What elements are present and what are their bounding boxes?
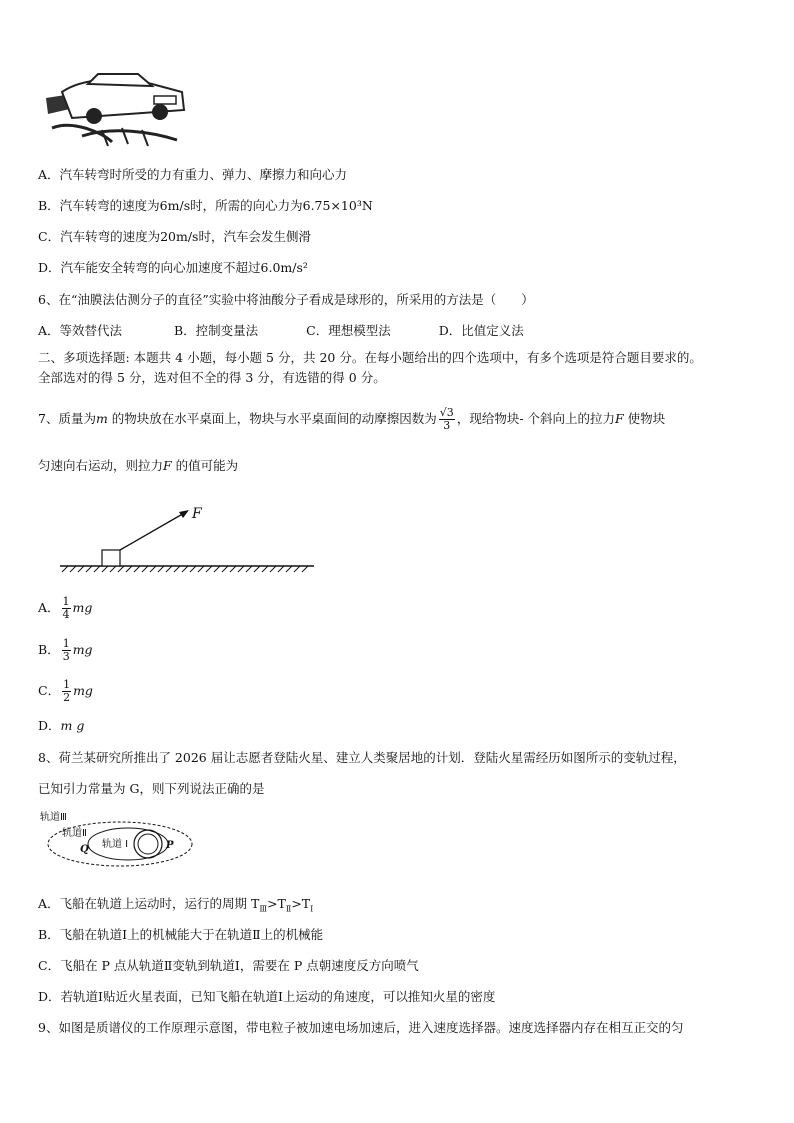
q7-option-a: A． $\frac{1}{4}$ mg bbox=[38, 595, 93, 621]
q8-option-c: C．飞船在 P 点从轨道Ⅱ变轨到轨道Ⅰ，需要在 P 点朝速度反方向喷气 bbox=[38, 958, 419, 973]
q8-option-b: B．飞船在轨道Ⅰ上的机械能大于在轨道Ⅱ上的机械能 bbox=[38, 927, 324, 942]
section2-line1: 二、多项选择题: 本题共 4 小题，每小题 5 分，共 20 分。在每小题给出的四个选项中，有多个选项是符合题目要求的。 bbox=[38, 350, 702, 365]
svg-text:P: P bbox=[166, 840, 174, 851]
var-F: F bbox=[615, 411, 624, 426]
force-label: F bbox=[192, 506, 202, 522]
q8-option-d: D．若轨道Ⅰ贴近火星表面，已知飞船在轨道Ⅰ上运动的角速度，可以推知火星的密度 bbox=[38, 989, 496, 1004]
block-force-figure bbox=[58, 500, 318, 580]
q6-stem: 6、在“油膜法估测分子的直径”实验中将油酸分子看成是球形的，所采用的方法是（ ） bbox=[38, 292, 534, 307]
q7-option-d: D．m g bbox=[38, 718, 85, 733]
var-m: m bbox=[95, 411, 108, 426]
svg-text:轨道Ⅲ: 轨道Ⅲ bbox=[40, 812, 67, 823]
svg-text:Q: Q bbox=[80, 844, 89, 855]
q8-option-a: A．飞船在轨道上运动时，运行的周期 $T_Ⅲ>T_Ⅱ>T_Ⅰ$ bbox=[38, 896, 314, 914]
q7-stem-line1: 7、质量为m 的物块放在水平桌面上，物块与水平桌面间的动摩擦因数为 $\frac{√3}{3}$ ，现给物块- 个斜向上的拉力F 使物块 bbox=[38, 406, 666, 432]
q6-option-a: A．等效替代法 bbox=[38, 323, 123, 338]
car-on-curve-figure bbox=[42, 70, 192, 150]
svg-text:轨道 Ⅰ: 轨道 Ⅰ bbox=[102, 839, 129, 850]
section2-line2: 全部选对的得 5 分，选对但不全的得 3 分，有选错的得 0 分。 bbox=[38, 370, 386, 385]
q6-options bbox=[38, 323, 524, 339]
svg-text:轨道Ⅱ: 轨道Ⅱ bbox=[62, 828, 87, 839]
q6-option-b: B．控制变量法 bbox=[174, 323, 259, 338]
q5-option-d: D．汽车能安全转弯的向心加速度不超过6.0m/s² bbox=[38, 260, 308, 275]
orbit-figure bbox=[36, 808, 196, 870]
q6-option-d: D．比值定义法 bbox=[438, 323, 524, 338]
q5-option-b: B．汽车转弯的速度为6m/s时，所需的向心力为6.75×10³N bbox=[38, 198, 373, 213]
q7-stem-line2: 匀速向右运动，则拉力F 的值可能为 bbox=[38, 458, 239, 473]
q8-stem-line2: 已知引力常量为 G，则下列说法正确的是 bbox=[38, 781, 265, 796]
q5-option-a: A．汽车转弯时所受的力有重力、弹力、摩擦力和向心力 bbox=[38, 167, 348, 182]
q7-option-b: B． $\frac{1}{3}$ mg bbox=[38, 637, 93, 663]
q5-option-c: C．汽车转弯的速度为20m/s时，汽车会发生侧滑 bbox=[38, 229, 311, 244]
q6-option-c: C．理想模型法 bbox=[306, 323, 391, 338]
mu-fraction: $\frac{√3}{3}$ bbox=[439, 406, 454, 432]
q8-stem-line1: 8、荷兰某研究所推出了 2026 届让志愿者登陆火星、建立人类聚居地的计划．登陆火星需经历如图所示的变轨过程， bbox=[38, 750, 686, 765]
q7-option-c: C． $\frac{1}{2}$ mg bbox=[38, 678, 93, 704]
q9-stem-line1: 9、如图是质谱仪的工作原理示意图，带电粒子被加速电场加速后，进入速度选择器。速度选择器内存在相互正交的匀 bbox=[38, 1020, 684, 1035]
